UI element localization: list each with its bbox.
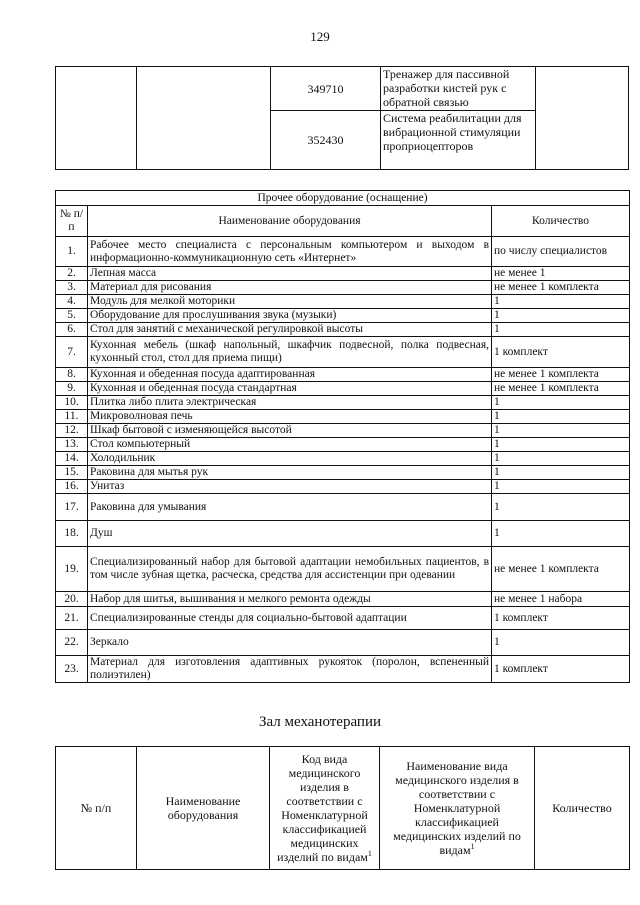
row-number: 11.	[56, 410, 88, 424]
item-name: Рабочее место специалиста с персональным компьютером и выходом в информационно-коммуникационную сеть «Интернет»	[88, 237, 492, 267]
row-number: 22.	[56, 630, 88, 656]
equipment-table-body	[56, 237, 630, 683]
table-row	[56, 466, 630, 480]
table-row	[56, 607, 630, 630]
section-title: Зал механотерапии	[258, 714, 382, 730]
item-name: Шкаф бытовой с изменяющейся высотой	[88, 424, 492, 438]
table-row	[56, 382, 630, 396]
item-name: Материал для рисования	[88, 281, 492, 295]
item-quantity: 1	[492, 521, 630, 547]
table-row	[56, 309, 630, 323]
table-row	[56, 368, 630, 382]
mechano-table	[55, 746, 630, 870]
row-number: 15.	[56, 466, 88, 480]
table-row	[56, 424, 630, 438]
row-number: 6.	[56, 323, 88, 337]
table-row	[56, 521, 630, 547]
item-name: Холодильник	[88, 452, 492, 466]
row-number: 12.	[56, 424, 88, 438]
item-quantity: 1	[492, 452, 630, 466]
table-row	[56, 547, 630, 592]
table-row	[56, 237, 630, 267]
table-row	[56, 323, 630, 337]
table-row	[56, 281, 630, 295]
header-code	[270, 747, 380, 870]
item-quantity: по числу специалистов	[492, 237, 630, 267]
row-number: 3.	[56, 281, 88, 295]
item-quantity: 1	[492, 480, 630, 494]
item-quantity: не менее 1 комплекта	[492, 281, 630, 295]
item-name: Раковина для мытья рук	[88, 466, 492, 480]
row-number: 7.	[56, 337, 88, 368]
product-code: 349710	[271, 67, 381, 111]
item-name: Специализированный набор для бытовой адаптации немобильных пациентов, в том числе зубная щетка, расческа, средства для ассистенции при одевании	[88, 547, 492, 592]
table-row	[56, 337, 630, 368]
row-number: 17.	[56, 494, 88, 521]
product-code: 352430	[271, 111, 381, 170]
footnote-mark: 1	[367, 849, 372, 858]
header-qty: Количество	[535, 747, 630, 870]
table-row	[56, 480, 630, 494]
row-number: 5.	[56, 309, 88, 323]
product-name: Тренажер для пассивной разработки кистей рук с обратной связью	[381, 67, 536, 111]
table-row	[56, 494, 630, 521]
equipment-table	[55, 190, 630, 683]
item-quantity: не менее 1 набора	[492, 592, 630, 607]
item-name: Раковина для умывания	[88, 494, 492, 521]
item-name: Кухонная и обеденная посуда адаптированная	[88, 368, 492, 382]
item-name: Плитка либо плита электрическая	[88, 396, 492, 410]
page-number: 129	[310, 29, 330, 44]
row-number: 20.	[56, 592, 88, 607]
product-name: Система реабилитации для вибрационной стимуляции проприоцепторов	[381, 111, 536, 170]
item-quantity: 1 комплект	[492, 656, 630, 683]
item-quantity: 1	[492, 323, 630, 337]
item-name: Материал для изготовления адаптивных рукояток (поролон, вспененный полиэтилен)	[88, 656, 492, 683]
row-number: 23.	[56, 656, 88, 683]
item-name: Лепная масса	[88, 267, 492, 281]
header-name: Наименование оборудования	[137, 747, 270, 870]
item-quantity: 1 комплект	[492, 607, 630, 630]
item-quantity: 1	[492, 410, 630, 424]
table-header-row	[56, 747, 630, 870]
row-number: 10.	[56, 396, 88, 410]
table-row	[56, 410, 630, 424]
table-row	[56, 656, 630, 683]
row-number: 1.	[56, 237, 88, 267]
item-quantity: 1	[492, 309, 630, 323]
item-quantity: не менее 1	[492, 267, 630, 281]
row-number: 14.	[56, 452, 88, 466]
item-quantity: 1	[492, 438, 630, 452]
item-quantity: 1	[492, 466, 630, 480]
item-quantity: 1	[492, 424, 630, 438]
item-name: Зеркало	[88, 630, 492, 656]
item-name: Специализированные стенды для социально-бытовой адаптации	[88, 607, 492, 630]
item-quantity: не менее 1 комплекта	[492, 547, 630, 592]
top-table	[55, 66, 629, 170]
header-qty: Количество	[492, 206, 630, 237]
header-kind	[380, 747, 535, 870]
item-quantity: не менее 1 комплекта	[492, 382, 630, 396]
row-number: 4.	[56, 295, 88, 309]
table-row	[56, 630, 630, 656]
footnote-mark: 1	[470, 842, 475, 851]
item-quantity: не менее 1 комплекта	[492, 368, 630, 382]
row-number: 16.	[56, 480, 88, 494]
item-name: Кухонная мебель (шкаф напольный, шкафчик подвесной, полка подвесная, кухонный стол, стол для приема пищи)	[88, 337, 492, 368]
empty-cell	[137, 67, 271, 170]
item-name: Микроволновая печь	[88, 410, 492, 424]
item-name: Душ	[88, 521, 492, 547]
header-code-text: Код вида медицинского изделия в соответствии с Номенклатурной классификацией медицинских изделий по видам	[277, 752, 368, 864]
table-row	[56, 438, 630, 452]
header-num: № п/п	[56, 206, 88, 237]
row-number: 19.	[56, 547, 88, 592]
row-number: 21.	[56, 607, 88, 630]
item-quantity: 1	[492, 295, 630, 309]
item-name: Стол для занятий с механической регулировкой высоты	[88, 323, 492, 337]
empty-cell	[536, 67, 629, 170]
header-num: № п/п	[56, 747, 137, 870]
table-row	[56, 592, 630, 607]
header-name: Наименование оборудования	[88, 206, 492, 237]
item-name: Модуль для мелкой моторики	[88, 295, 492, 309]
table-row	[56, 267, 630, 281]
table-row	[56, 67, 629, 111]
item-name: Кухонная и обеденная посуда стандартная	[88, 382, 492, 396]
empty-cell	[56, 67, 137, 170]
table-caption: Прочее оборудование (оснащение)	[56, 191, 630, 206]
row-number: 2.	[56, 267, 88, 281]
item-name: Оборудование для прослушивания звука (музыки)	[88, 309, 492, 323]
row-number: 18.	[56, 521, 88, 547]
item-name: Стол компьютерный	[88, 438, 492, 452]
table-caption-row	[56, 191, 630, 206]
table-row	[56, 295, 630, 309]
item-name: Набор для шитья, вышивания и мелкого ремонта одежды	[88, 592, 492, 607]
item-quantity: 1	[492, 630, 630, 656]
header-kind-text: Наименование вида медицинского изделия в соответствии с Номенклатурной классификацией медицинских изделий по видам	[393, 759, 521, 857]
row-number: 8.	[56, 368, 88, 382]
table-row	[56, 452, 630, 466]
item-quantity: 1	[492, 494, 630, 521]
table-row	[56, 396, 630, 410]
table-header-row	[56, 206, 630, 237]
item-quantity: 1 комплект	[492, 337, 630, 368]
item-name: Унитаз	[88, 480, 492, 494]
item-quantity: 1	[492, 396, 630, 410]
row-number: 13.	[56, 438, 88, 452]
row-number: 9.	[56, 382, 88, 396]
